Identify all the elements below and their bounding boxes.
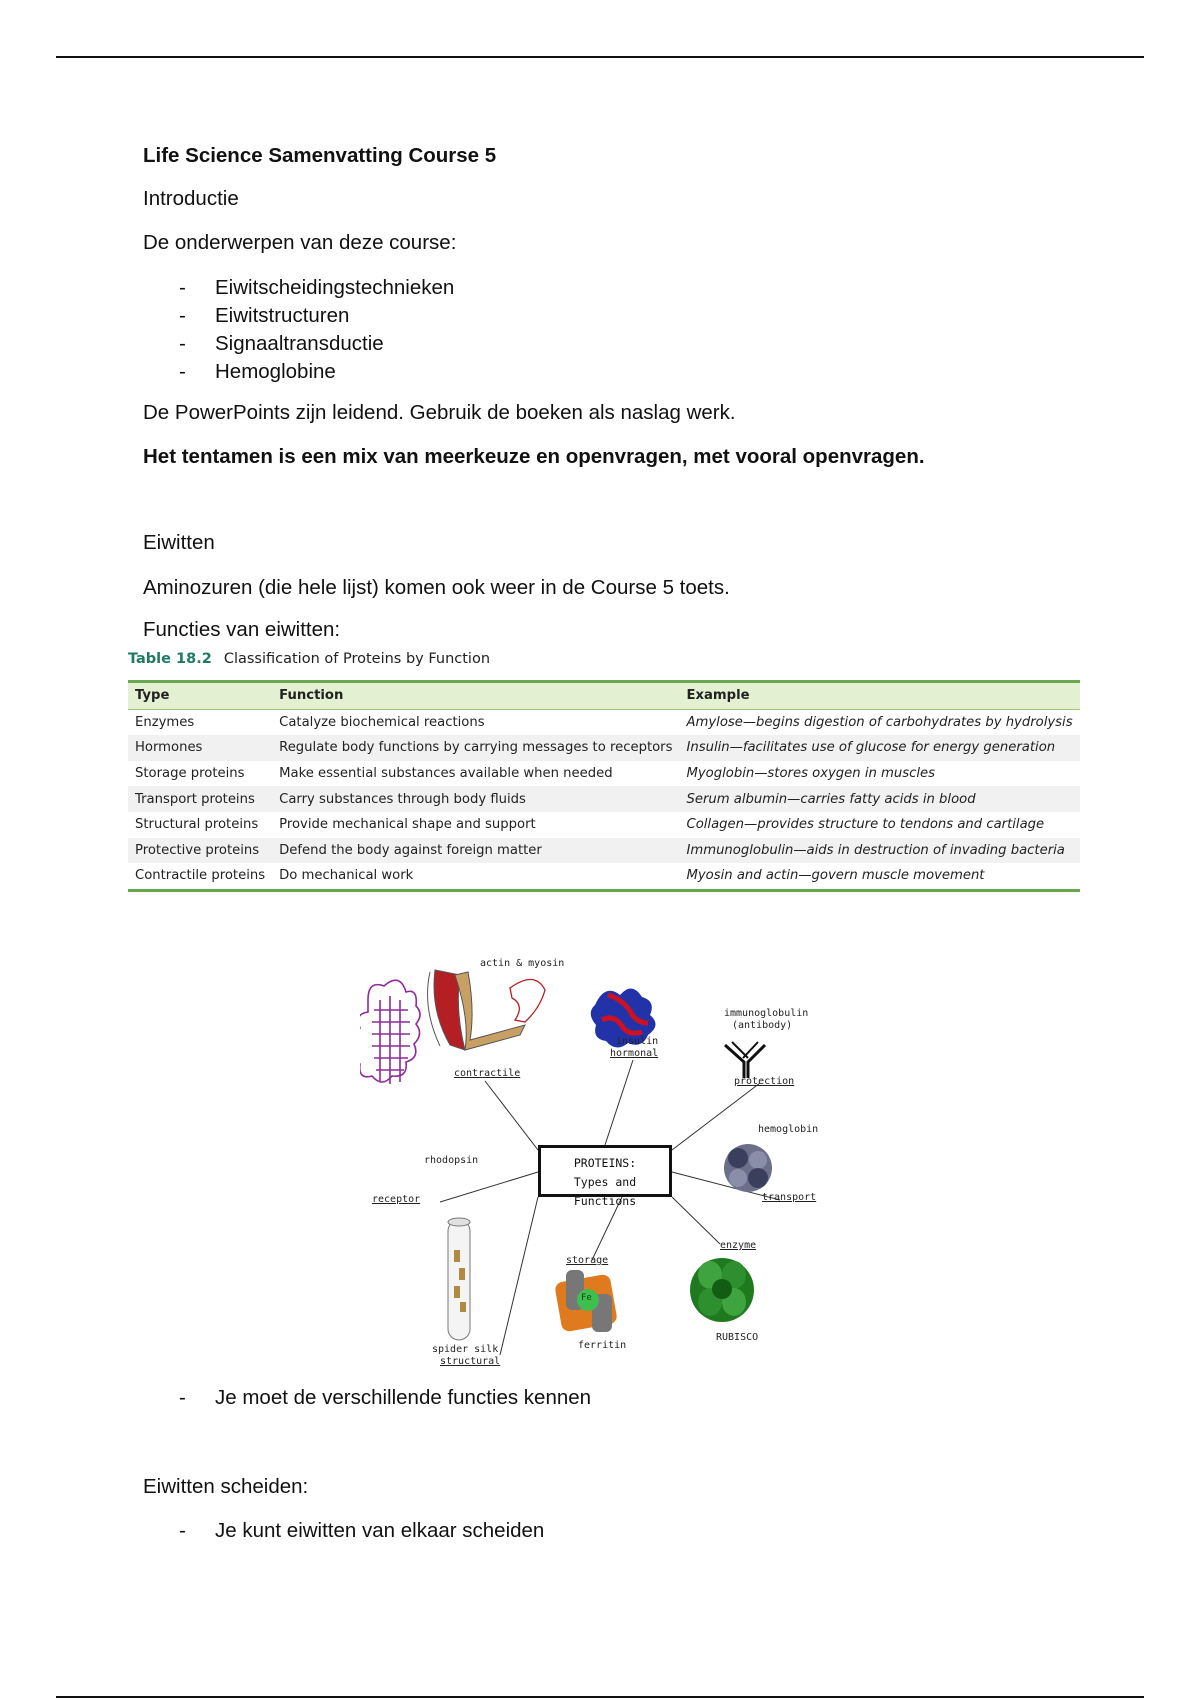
cell-function: Carry substances through body fluids [279,791,526,807]
cell-type: Contractile proteins [135,868,266,884]
cell-type: Structural proteins [135,817,259,833]
table-header-row [128,682,1080,710]
section-heading-proteins: Eiwitten [143,531,215,554]
column-header-type: Type [128,682,272,710]
muscle-arm-icon [428,970,545,1050]
cell-example: Insulin—facilitates use of glucose for energy generation [686,740,1056,756]
list-item: - Hemoglobine [143,358,454,386]
label-hemoglobin: hemoglobin [758,1124,819,1135]
label-spider-silk: spider silk [432,1344,499,1355]
protein-classification-table [128,680,1080,892]
functions-heading: Functies van eiwitten: [143,618,341,641]
rubisco-icon [690,1258,754,1322]
exam-note: Het tentamen is een mix van meerkeuze en openvragen, met vooral openvragen. [143,445,925,468]
connector-protection [672,1083,760,1150]
topics-list [143,274,454,386]
functions-bullet-list [143,1384,591,1412]
table-row [128,838,1080,864]
label-storage: storage [566,1255,609,1266]
antibody-icon [725,1042,765,1078]
table-row [128,786,1080,812]
cell-example: Immunoglobulin—aids in destruction of invading bacteria [686,842,1065,858]
label-rhodopsin: rhodopsin [424,1155,479,1166]
document-title: Life Science Samenvatting Course 5 [143,144,497,167]
cell-type: Hormones [135,740,203,756]
cell-function: Catalyze biochemical reactions [279,714,485,730]
topics-intro: De onderwerpen van deze course: [143,231,457,254]
table-row [128,709,1080,735]
cell-example: Serum albumin—carries fatty acids in blood [686,791,976,807]
label-enzyme: enzyme [720,1240,757,1251]
connector-structural [500,1197,538,1355]
protein-functions-diagram [360,950,820,1372]
column-header-example: Example [679,682,1079,710]
intro-heading: Introductie [143,187,239,210]
cell-example: Myosin and actin—govern muscle movement [686,868,985,884]
label-receptor: receptor [372,1194,421,1205]
hemoglobin-icon [724,1144,772,1192]
cell-function: Do mechanical work [279,868,414,884]
label-insulin: insulin [616,1036,659,1047]
list-item: - Je moet de verschillende functies kennen [143,1384,591,1412]
diagram-center-box [538,1145,672,1208]
list-item: - Signaaltransductie [143,330,454,358]
cell-type: Protective proteins [135,842,260,858]
separation-heading: Eiwitten scheiden: [143,1475,309,1498]
table-row [128,735,1080,761]
cell-example: Myoglobin—stores oxygen in muscles [686,766,936,782]
cell-function: Provide mechanical shape and support [279,817,536,833]
spider-silk-icon [448,1218,470,1340]
connector-contractile [485,1081,538,1150]
column-header-function: Function [272,682,679,710]
label-actin-myosin: actin & myosin [480,958,565,969]
connector-enzyme [672,1197,720,1244]
cell-type: Enzymes [135,714,195,730]
table-row [128,761,1080,787]
table-caption-text: Classification of Proteins by Function [223,651,491,667]
label-rubisco: RUBISCO [716,1332,759,1343]
cell-type: Transport proteins [135,791,255,807]
label-fe: Fe [581,1293,592,1303]
label-antibody: (antibody) [732,1020,793,1031]
label-structural: structural [440,1356,501,1367]
connector-receptor [440,1172,538,1202]
label-hormonal: hormonal [610,1048,659,1059]
cell-function: Make essential substances available when needed [279,766,613,782]
footer-rule [56,1696,1144,1698]
table-row [128,812,1080,838]
header-rule [56,56,1144,58]
label-transport: transport [762,1192,817,1203]
list-item: - Eiwitscheidingstechnieken [143,274,454,302]
label-immunoglobulin: immunoglobulin [724,1008,809,1019]
table-number: Table 18.2 [128,651,212,667]
label-ferritin: ferritin [578,1340,627,1351]
rhodopsin-icon [360,980,420,1084]
cell-example: Collagen—provides structure to tendons and cartilage [686,817,1045,833]
table-row [128,863,1080,890]
label-contractile: contractile [454,1068,521,1079]
center-line-1: PROTEINS: [573,1156,637,1170]
cell-type: Storage proteins [135,766,245,782]
cell-function: Regulate body functions by carrying messages to receptors [279,740,673,756]
center-line-2: Types and Functions [573,1175,637,1208]
table-caption [128,651,490,667]
list-item: - Je kunt eiwitten van elkaar scheiden [143,1517,544,1545]
label-protection: protection [734,1076,795,1087]
cell-function: Defend the body against foreign matter [279,842,542,858]
powerpoint-note: De PowerPoints zijn leidend. Gebruik de boeken als naslag werk. [143,401,736,424]
amino-note: Aminozuren (die hele lijst) komen ook weer in de Course 5 toets. [143,576,730,599]
separation-bullet-list [143,1517,544,1545]
connector-hormonal [605,1060,633,1145]
cell-example: Amylose—begins digestion of carbohydrates by hydrolysis [686,714,1073,730]
list-item: - Eiwitstructuren [143,302,454,330]
